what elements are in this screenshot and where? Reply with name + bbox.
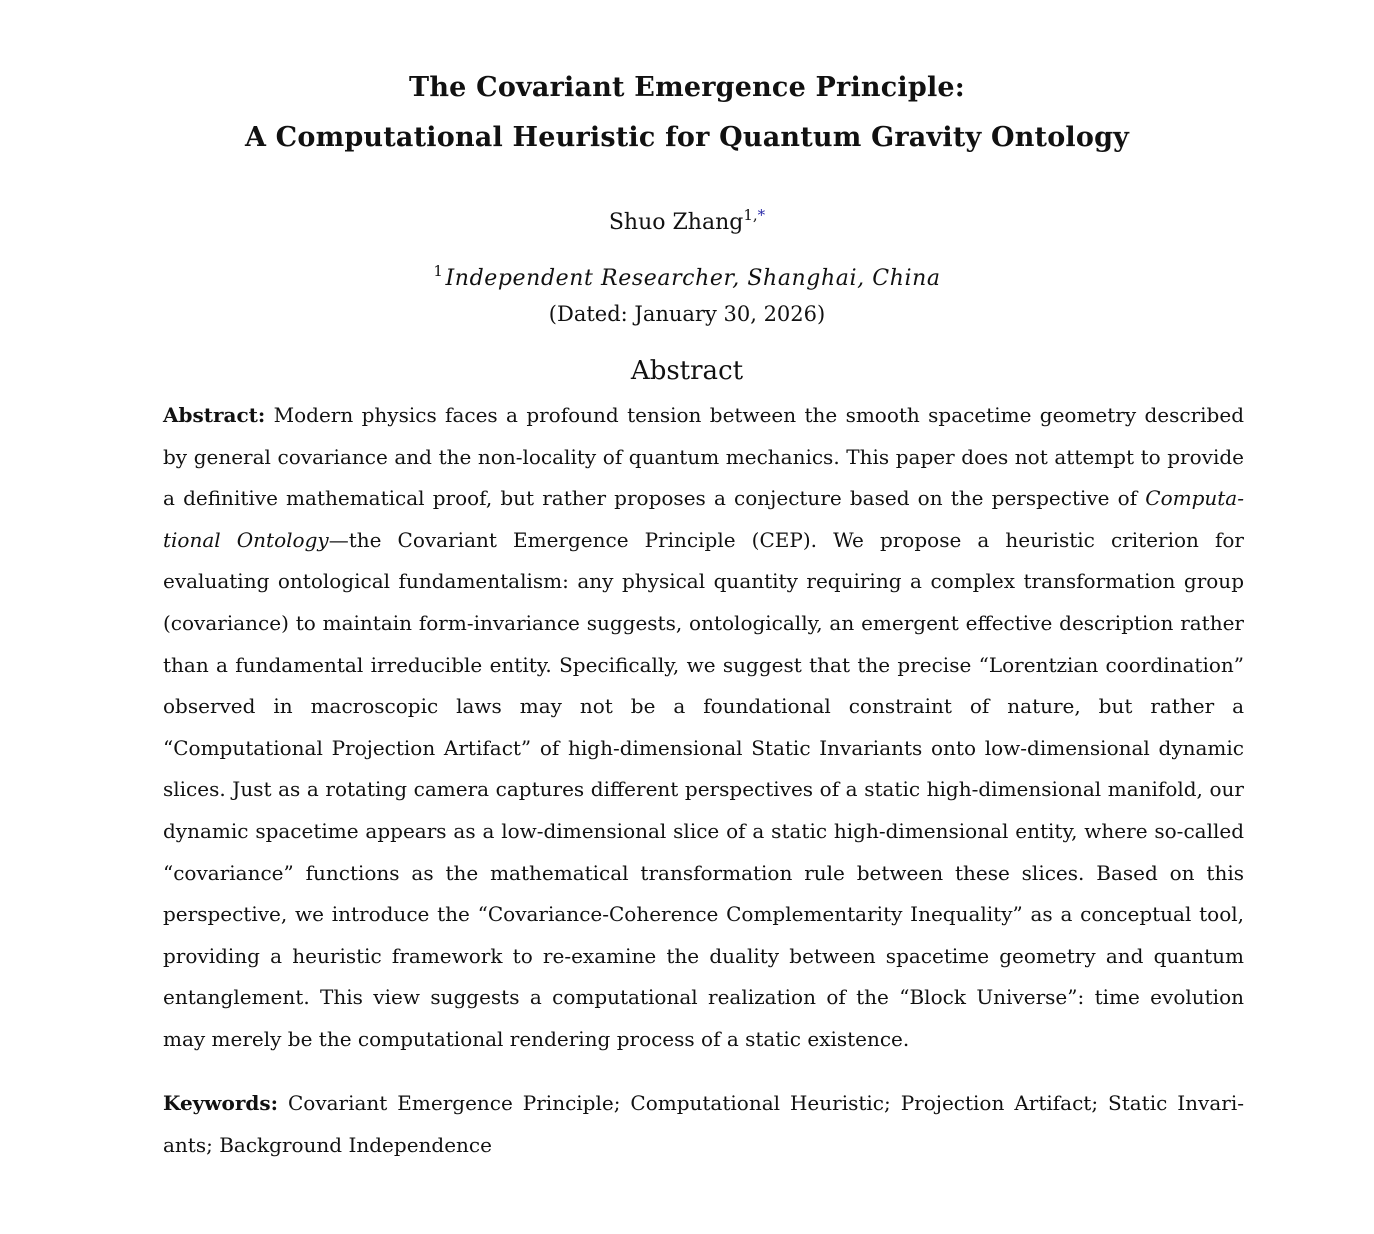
keywords-paragraph	[163, 1083, 1244, 1166]
author-name: Shuo Zhang	[608, 210, 744, 235]
author-line	[0, 199, 1374, 239]
abstract-text-part-2: —the Covariant Emergence Principle (CEP). We propose a heuristic criterion for evaluating ontological fundamentalism: any physical quantity requiring a complex transformation group (covariance) to maintain form-invariance suggests, ontologically, an emergent effective description rather than a fundamental irreducible entity. Specifically, we suggest that the precise “Lorentzian coordination” observed in macroscopic laws may not be a foundational constraint of nature, but rather a “Computational Projection Artifact” of high-dimensional Static Invariants onto low-dimensional dynamic slices. Just as a rotating camera captures different perspectives of a static high-dimensional manifold, our dynamic spacetime appears as a low-dimensional slice of a static high-dimensional entity, where so-called “covariance” functions as the mathematical transformation rule between these slices. Based on this perspective, we introduce the “Covariance-Coherence Complementarity Inequality” as a conceptual tool, providing a heuristic framework to re-examine the duality between spacetime geometry and quantum entanglement. This view suggests a computational realization of the “Block Universe”: time evolution may merely be the computational rendering process of a static existence.	[163, 527, 1244, 1051]
abstract-paragraph	[163, 395, 1244, 1061]
affiliation-text: Independent Researcher, Shanghai, China	[445, 266, 941, 291]
affiliation-mark: 1	[433, 262, 444, 280]
corresponding-author-link[interactable]: *	[757, 206, 766, 224]
abstract-heading: Abstract	[630, 356, 744, 386]
abstract-emphasis: Computational Ontology	[163, 486, 1244, 552]
abstract-label: Abstract:	[163, 403, 266, 427]
author-affiliation-mark	[743, 206, 765, 224]
paper-title-line-2: A Computational Heuristic for Quantum Gravity Ontology	[244, 122, 1130, 153]
keywords-label: Keywords:	[163, 1091, 279, 1115]
author-affil-number: 1,	[743, 206, 758, 224]
paper-title-line-1: The Covariant Emergence Principle:	[409, 72, 965, 103]
abstract-text-part-1: Modern physics faces a profound tension between the smooth spacetime geometry described by general covariance and the non-locality of quantum mechanics. This paper does not attempt to provide a definitive mathematical proof, but rather proposes a conjecture based on the perspective of	[163, 403, 1244, 511]
affiliation-line	[0, 256, 1374, 294]
keywords-text: Covariant Emergence Principle; Computational Heuristic; Projection Artifact; Static Invariants; Background Independence	[163, 1091, 1244, 1157]
dated-line: (Dated: January 30, 2026)	[548, 302, 826, 326]
